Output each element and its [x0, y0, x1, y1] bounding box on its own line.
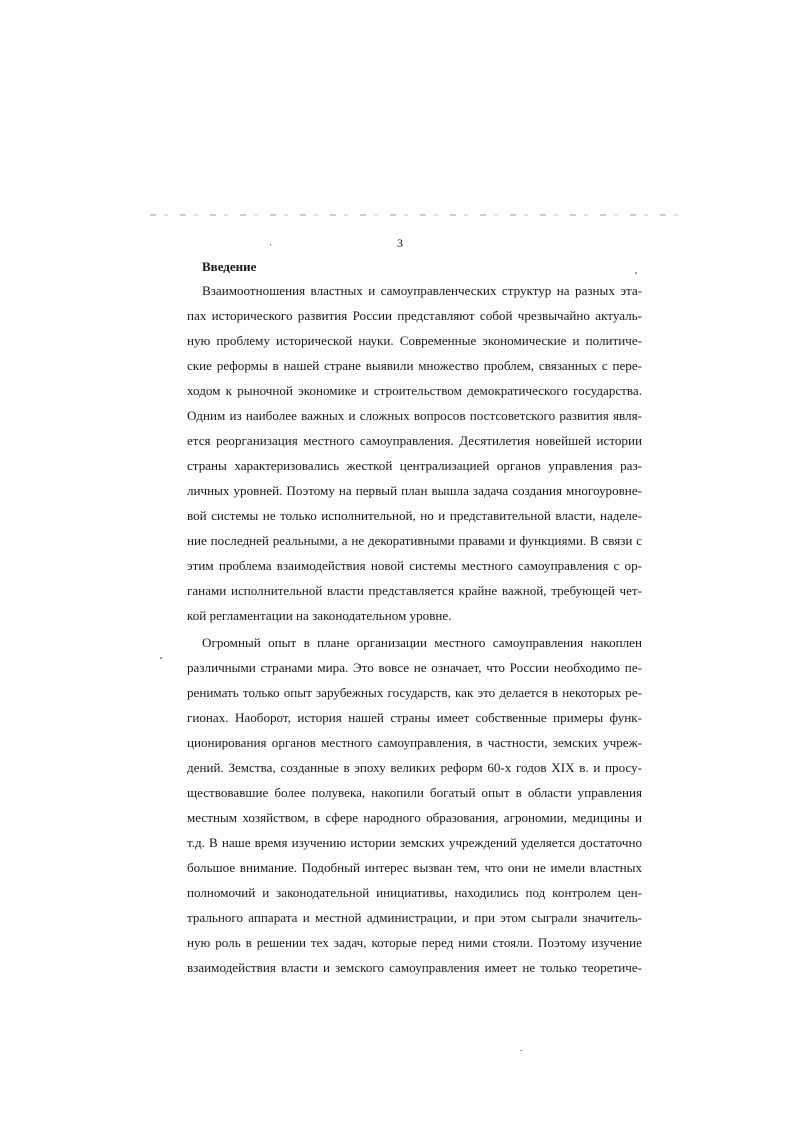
text-line: Огромный опыт в плане организации местного самоуправления накоплен — [202, 635, 642, 650]
text-line: кой регламентации на законодательном уровне. — [187, 608, 452, 623]
text-line: пах исторического развития России представляют собой чрезвычайно актуаль- — [187, 308, 642, 323]
text-line: Одним из наиболее важных и сложных вопросов постсоветского развития явля- — [187, 408, 642, 423]
scan-speck — [270, 244, 271, 246]
text-line: дений. Земства, созданные в эпоху великих реформ 60-х годов XIX в. и просу- — [187, 760, 642, 775]
text-line: большое внимание. Подобный интерес вызван тем, что они не имели властных — [187, 860, 642, 875]
scan-artifact-line — [150, 214, 690, 216]
text-line: этим проблема взаимодействия новой системы местного самоуправления с ор- — [187, 558, 642, 573]
text-line: личных уровней. Поэтому на первый план вышла задача создания многоуровне- — [187, 483, 642, 498]
text-line: трального аппарата и местной администрации, и при этом сыграли значитель- — [187, 910, 642, 925]
text-line: взаимодействия власти и земского самоуправления имеет не только теоретиче- — [187, 960, 642, 975]
text-line: местным хозяйством, в сфере народного образования, агрономии, медицины и — [187, 810, 642, 825]
text-line: вой системы не только исполнительной, но и представительной власти, наделе- — [187, 508, 642, 523]
text-line: ганами исполнительной власти представляется крайне важной, требующей чет- — [187, 583, 642, 598]
text-line: ную роль в решении тех задач, которые перед ними стояли. Поэтому изучение — [187, 935, 642, 950]
scan-speck — [635, 272, 637, 274]
text-line: ренимать только опыт зарубежных государств, как это делается в некоторых ре- — [187, 685, 642, 700]
scan-speck — [520, 1050, 522, 1051]
text-line: ние последней реальными, а не декоративными правами и функциями. В связи с — [187, 533, 642, 548]
text-line: ционирования органов местного самоуправления, в частности, земских учреж- — [187, 735, 642, 750]
text-line: полномочий и законодательной инициативы, находились под контролем цен- — [187, 885, 642, 900]
text-line: ские реформы в нашей стране выявили множество проблем, связанных с пере- — [187, 358, 642, 373]
text-line: ется реорганизация местного самоуправления. Десятилетия новейшей истории — [187, 433, 642, 448]
section-heading: Введение — [202, 259, 257, 274]
text-line: страны характеризовались жесткой централизацией органов управления раз- — [187, 458, 642, 473]
page-number: 3 — [397, 236, 403, 250]
text-line: ходом к рыночной экономике и строительством демократического государства. — [187, 383, 642, 398]
text-line: различными странами мира. Это вовсе не означает, что России необходимо пе- — [187, 660, 642, 675]
text-line: гионах. Наоборот, история нашей страны имеет собственные примеры функ- — [187, 710, 642, 725]
text-line: ную проблему исторической науки. Современные экономические и политиче- — [187, 333, 642, 348]
text-line: Взаимоотношения властных и самоуправленческих структур на разных эта- — [202, 283, 642, 298]
scan-speck — [160, 657, 162, 659]
text-line: т.д. В наше время изучению истории земских учреждений уделяется достаточно — [187, 835, 642, 850]
text-line: ществовавшие более полувека, накопили богатый опыт в области управления — [187, 785, 642, 800]
